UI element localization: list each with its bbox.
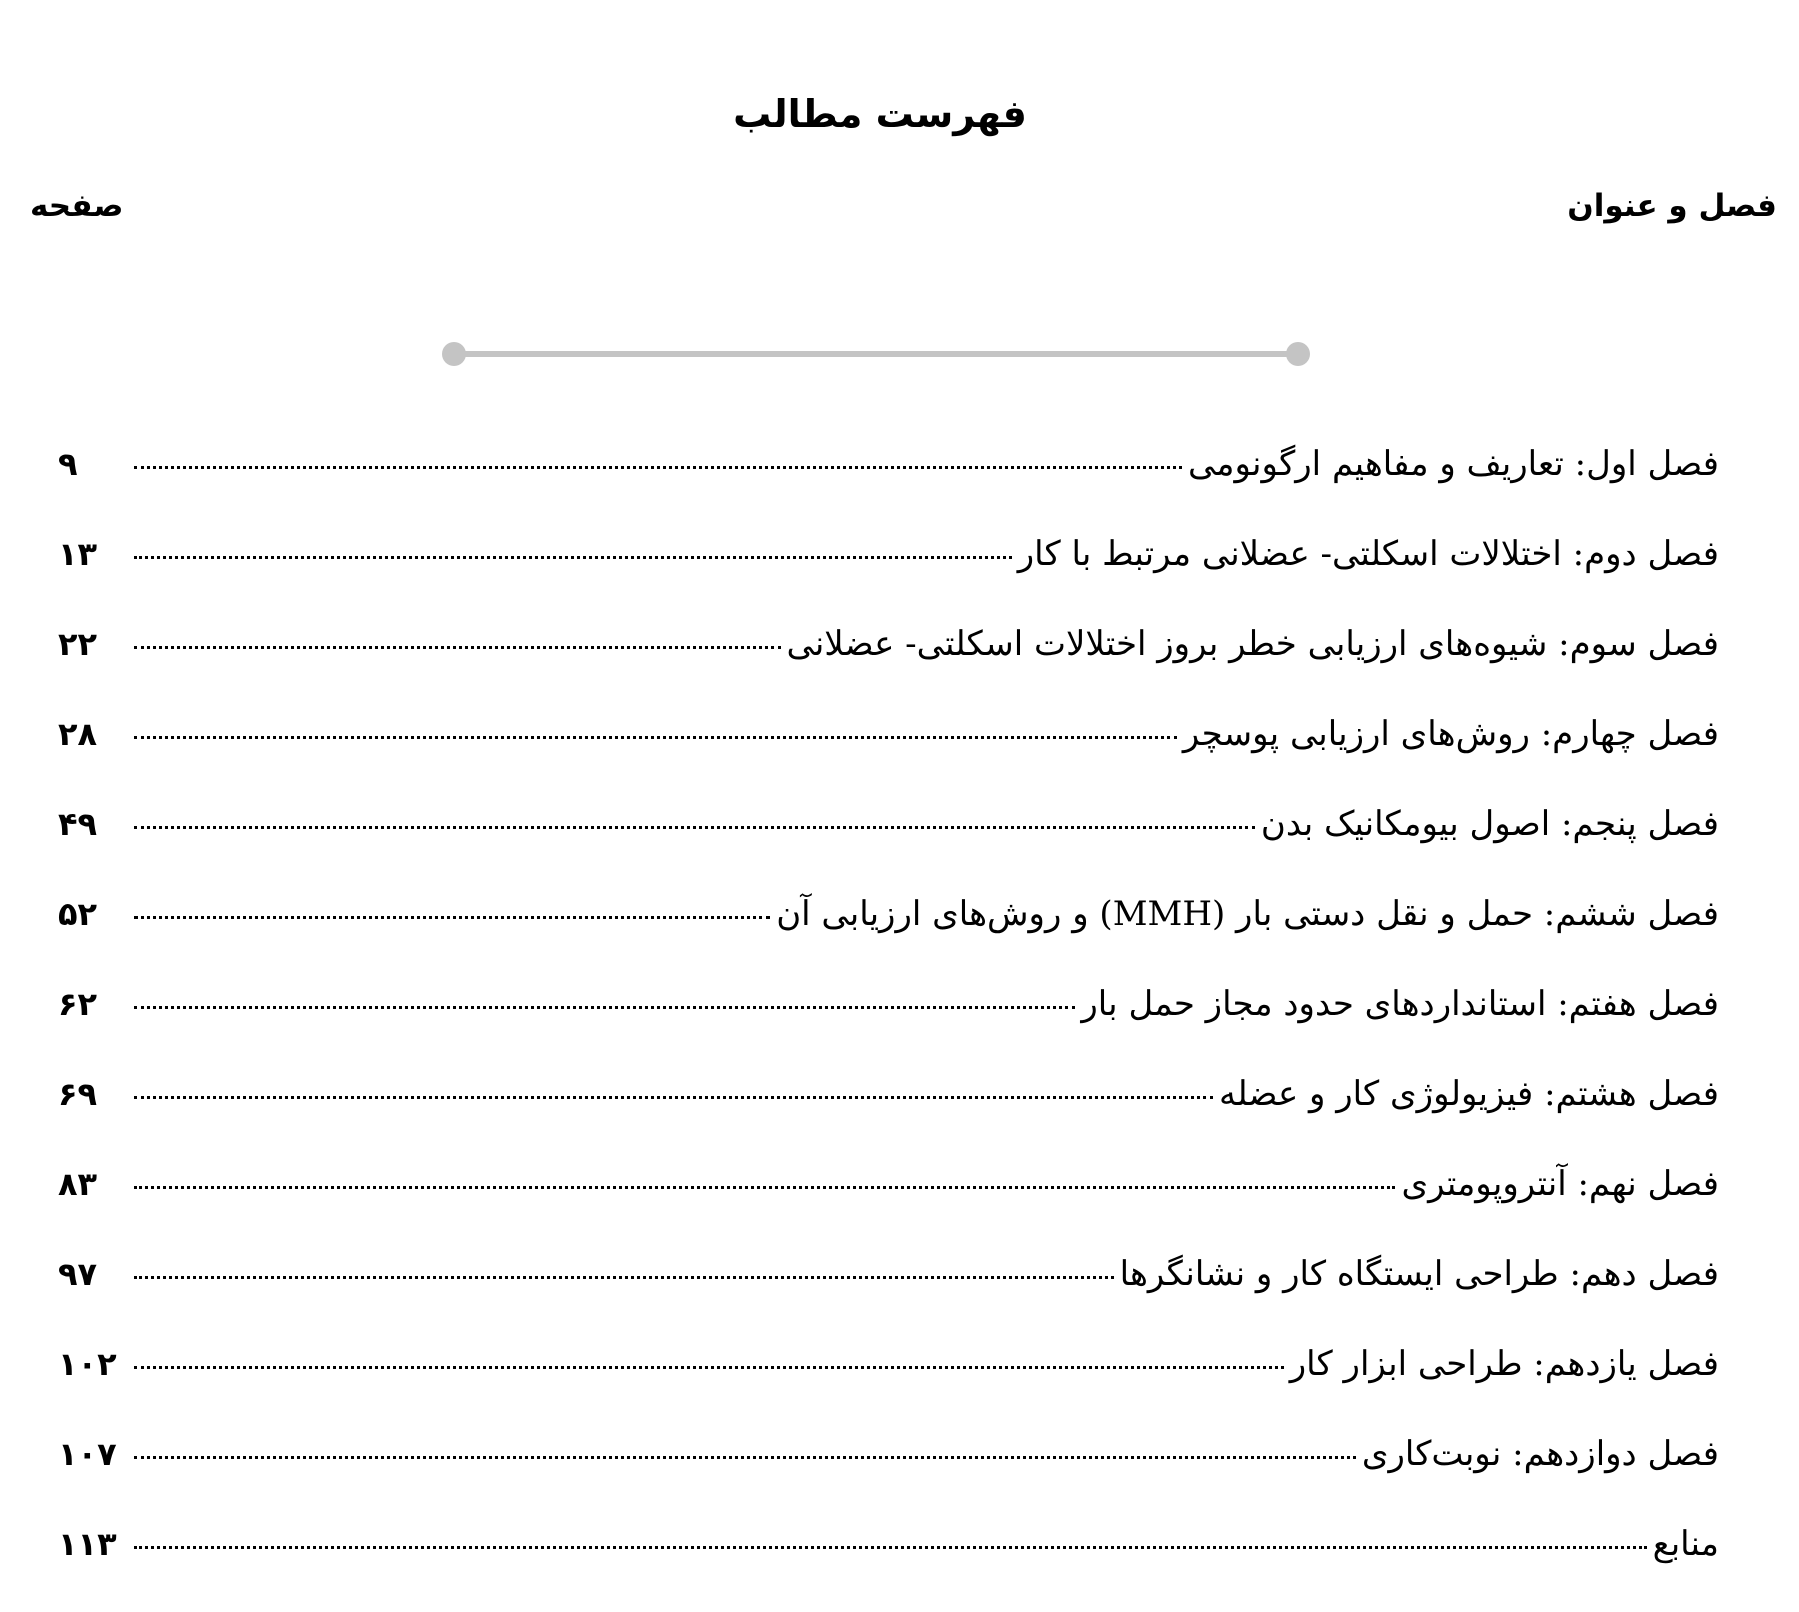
toc-entry-page: ۵۲ <box>58 895 98 933</box>
toc-entry-title: فصل پنجم: اصول بیومکانیک بدن <box>1260 804 1719 844</box>
dot-leader <box>134 1006 1075 1009</box>
divider-endpoint-right <box>1286 342 1310 366</box>
column-header-page: صفحه <box>30 188 124 224</box>
toc-entry[interactable] <box>0 622 1799 712</box>
toc-entry-title: فصل یازدهم: طراحی ابزار کار <box>1289 1344 1719 1384</box>
dot-leader <box>134 1186 1395 1189</box>
toc-entry-title: منابع <box>1652 1524 1719 1564</box>
dot-leader <box>134 1456 1356 1459</box>
toc-entry-page: ۲۲ <box>58 625 98 663</box>
toc-entry-title: فصل اول: تعاریف و مفاهیم ارگونومی <box>1187 444 1719 484</box>
toc-entry[interactable] <box>0 982 1799 1072</box>
toc-entry[interactable] <box>0 892 1799 982</box>
toc-entry-page: ۲۸ <box>58 715 98 753</box>
toc-entry-page: ۹۷ <box>58 1255 98 1293</box>
toc-entry[interactable] <box>0 1342 1799 1432</box>
toc-entry-page: ۱۰۲ <box>58 1345 117 1383</box>
toc-entry-title: فصل هشتم: فیزیولوژی کار و عضله <box>1218 1074 1719 1114</box>
page-title: فهرست مطالب <box>733 92 1027 136</box>
toc-entry-page: ۱۱۳ <box>58 1525 117 1563</box>
decorative-divider <box>442 342 1310 366</box>
dot-leader <box>134 1276 1114 1279</box>
toc-entry-page: ۸۳ <box>58 1165 98 1203</box>
dot-leader <box>134 826 1255 829</box>
toc-entry-page: ۴۹ <box>58 805 98 843</box>
divider-endpoint-left <box>442 342 466 366</box>
divider-line <box>452 351 1300 357</box>
toc-entry[interactable] <box>0 1252 1799 1342</box>
toc-entry[interactable] <box>0 532 1799 622</box>
toc-entry-page: ۶۹ <box>58 1075 98 1113</box>
toc-entry-page: ۹ <box>58 445 78 483</box>
toc-entry-title: فصل ششم: حمل و نقل دستی بار (MMH) و روش‌های ارزیابی آن <box>776 894 1719 934</box>
table-of-contents <box>0 442 1799 1612</box>
toc-entry-page: ۶۲ <box>58 985 98 1023</box>
dot-leader <box>134 1096 1213 1099</box>
toc-entry-title: فصل چهارم: روش‌های ارزیابی پوسچر <box>1182 714 1719 754</box>
dot-leader <box>134 1366 1284 1369</box>
toc-entry[interactable] <box>0 1072 1799 1162</box>
toc-entry-title: فصل سوم: شیوه‌های ارزیابی خطر بروز اختلالات اسکلتی- عضلانی <box>786 624 1719 664</box>
toc-entry-title: فصل دوازدهم: نوبت‌کاری <box>1361 1434 1719 1474</box>
toc-entry[interactable] <box>0 1522 1799 1612</box>
toc-entry[interactable] <box>0 442 1799 532</box>
dot-leader <box>134 736 1177 739</box>
dot-leader <box>134 556 1012 559</box>
dot-leader <box>134 466 1182 469</box>
toc-entry[interactable] <box>0 1162 1799 1252</box>
dot-leader <box>134 916 770 919</box>
toc-entry-title: فصل دوم: اختلالات اسکلتی- عضلانی مرتبط با کار <box>1017 534 1719 574</box>
column-header-chapter-title: فصل و عنوان <box>1567 188 1777 224</box>
toc-entry-title: فصل هفتم: استانداردهای حدود مجاز حمل بار <box>1081 984 1719 1024</box>
toc-entry[interactable] <box>0 1432 1799 1522</box>
toc-entry-title: فصل نهم: آنتروپومتری <box>1401 1164 1719 1204</box>
toc-entry-title: فصل دهم: طراحی ایستگاه کار و نشانگرها <box>1119 1254 1719 1294</box>
toc-entry-page: ۱۰۷ <box>58 1435 117 1473</box>
dot-leader <box>134 1546 1647 1549</box>
toc-entry-page: ۱۳ <box>58 535 98 573</box>
toc-entry[interactable] <box>0 712 1799 802</box>
toc-entry[interactable] <box>0 802 1799 892</box>
dot-leader <box>134 646 781 649</box>
